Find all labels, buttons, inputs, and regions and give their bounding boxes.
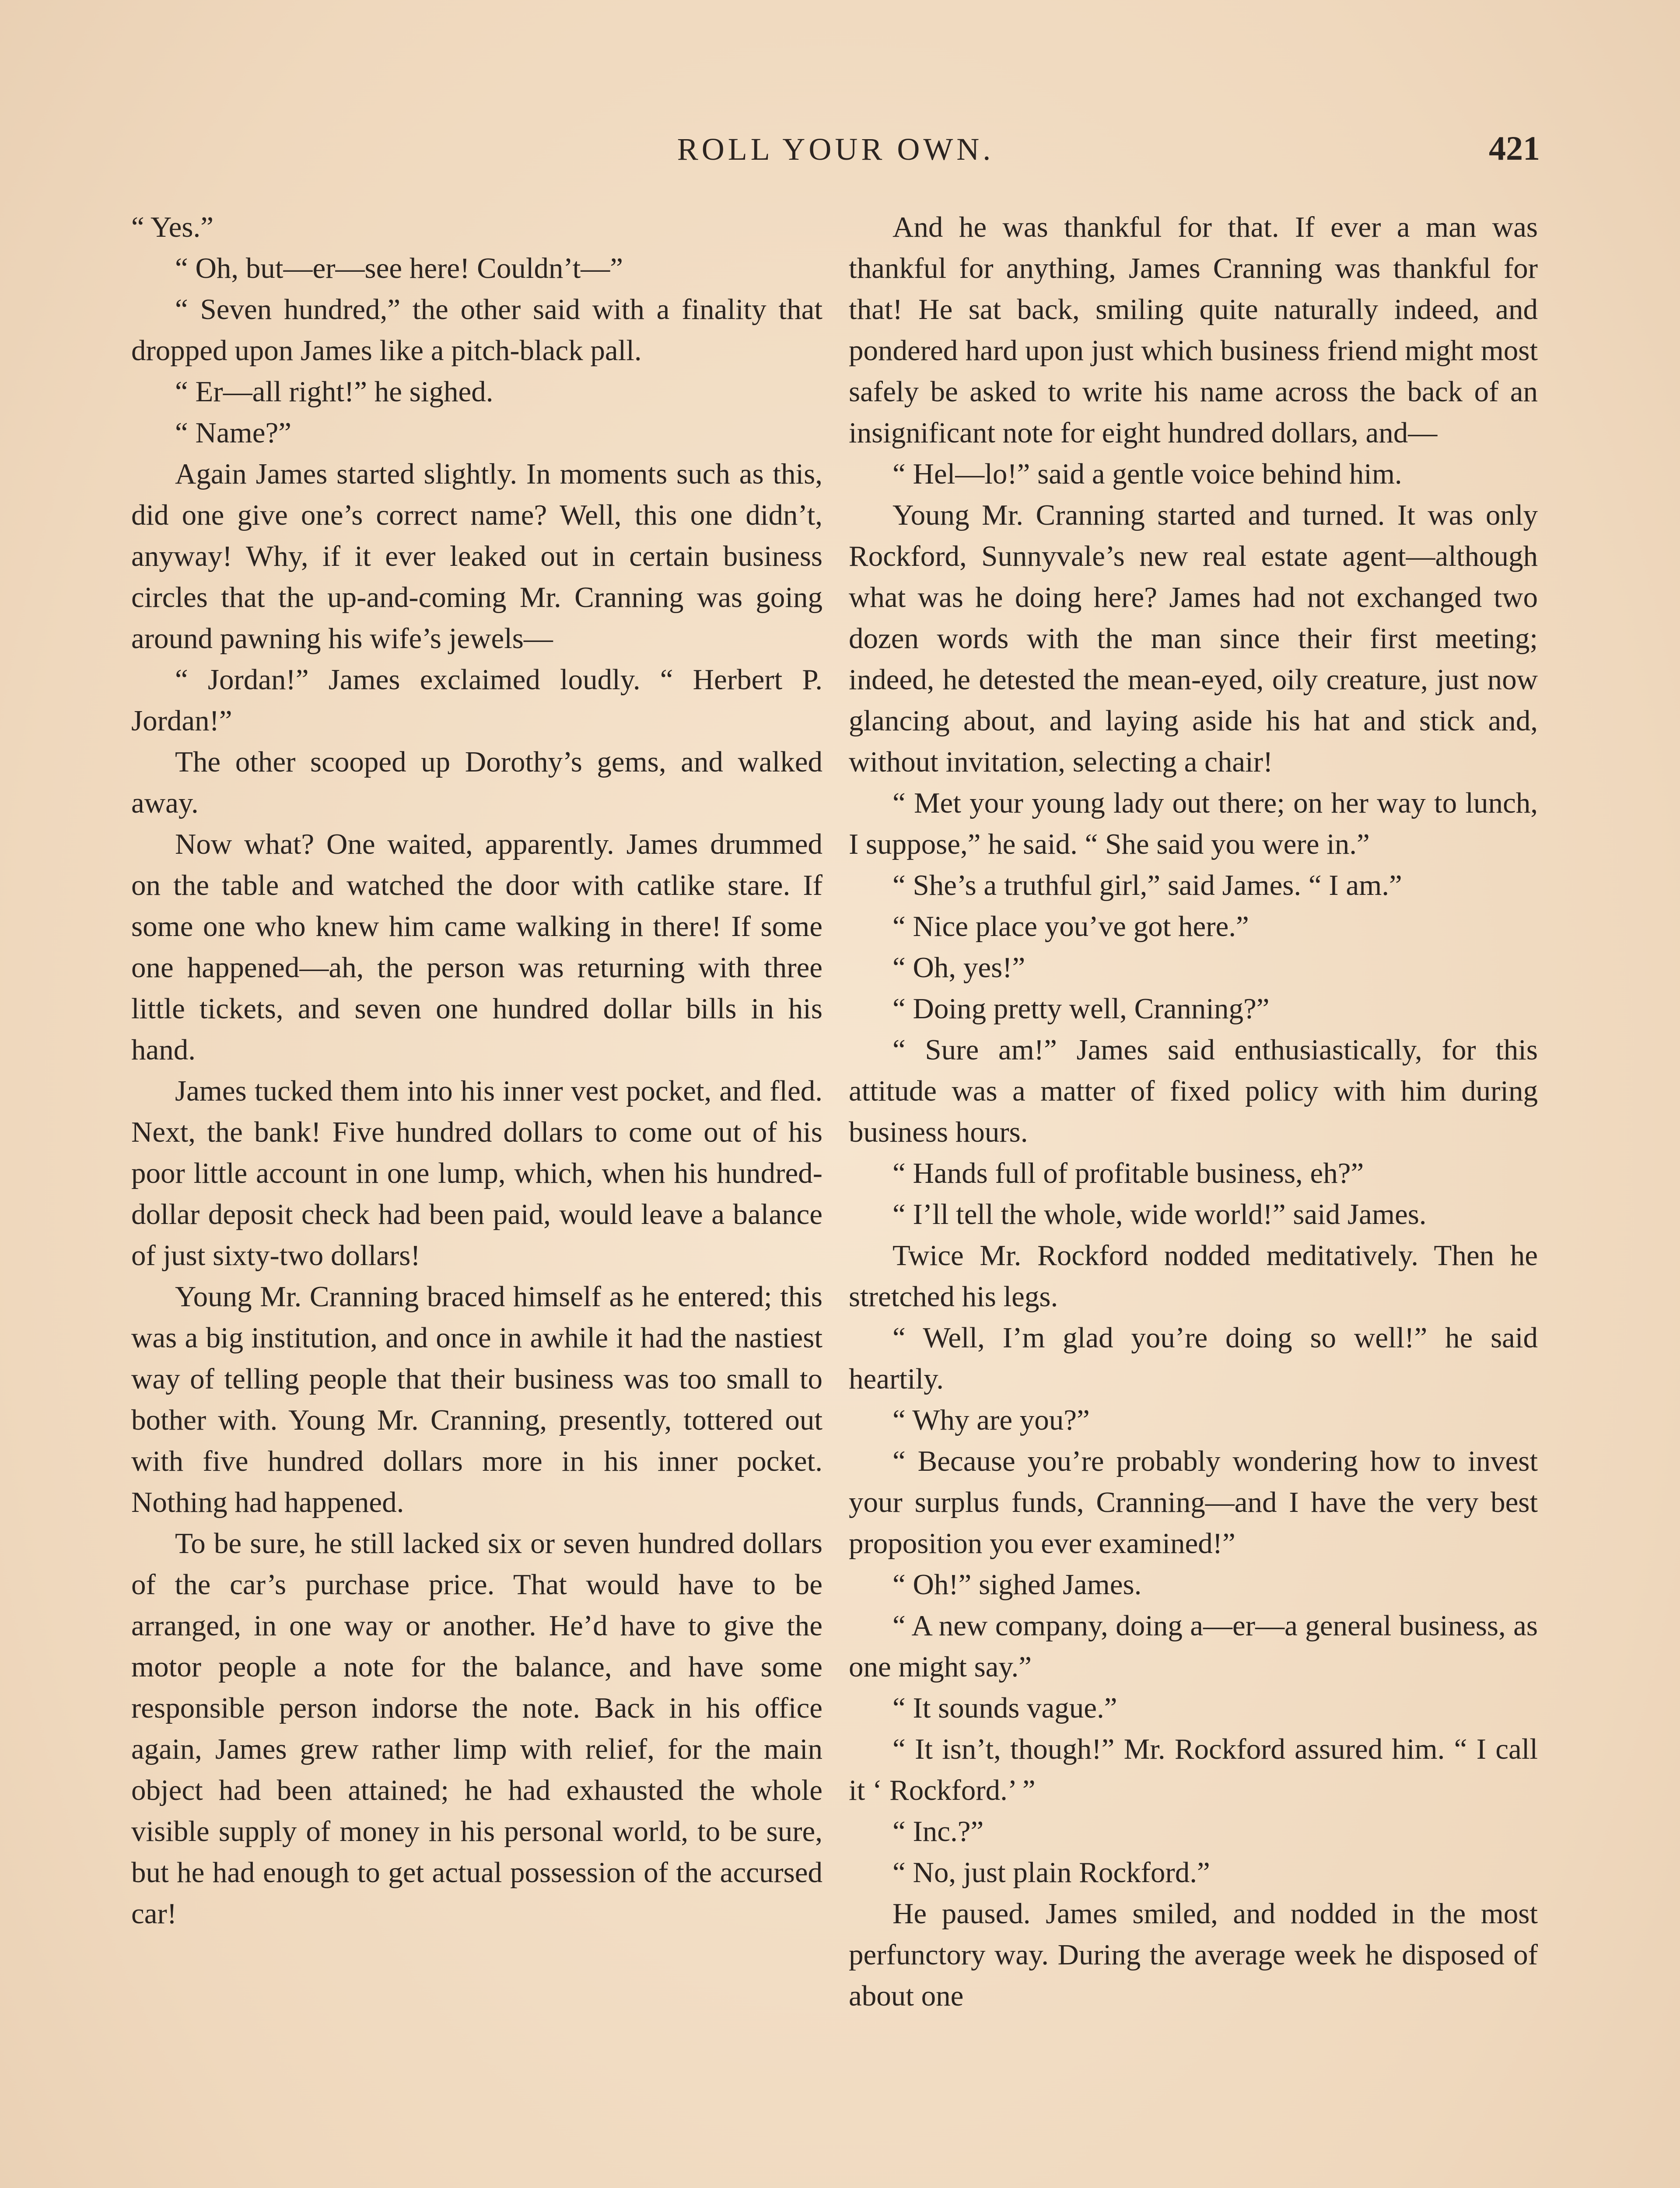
paragraph: Twice Mr. Rockford nodded meditatively. Then he stretched his legs. [849,1239,1538,1313]
page-number: 421 [1489,129,1540,167]
paragraph: “ Hel—lo!” said a gentle voice behind him. [892,458,1402,490]
left-column [131,207,822,1934]
paragraph: “ Name?” [175,417,291,449]
paragraph: And he was thankful for that. If ever a man was thankful for anything, James Cranning was thankful for that! He sat back, smiling quite naturally indeed, and pondered hard upon just which business friend might most safely be asked to write his name across the back of an insignificant note for eight hundred dollars, and— [849,211,1538,449]
paragraph: “ A new company, doing a—er—a general business, as one might say.” [849,1609,1538,1683]
paragraph: Young Mr. Cranning started and turned. It was only Rockford, Sunnyvale’s new real estate agent—although what was he doing here? James had not exchanged two dozen words with the man since their first meeting; indeed, he detested the mean-eyed, oily creature, just now glancing about, and laying aside his hat and stick and, without invitation, selecting a chair! [849,499,1538,778]
paragraph: “ Because you’re probably wondering how to invest your surplus funds, Cranning—and I have the very best proposition you ever examined!” [849,1445,1538,1560]
paragraph: James tucked them into his inner vest pocket, and fled. Next, the bank! Five hundred dollars to come out of his poor little account in one lump, which, when his hundred-dollar deposit check had been paid, would leave a balance of just sixty-two dollars! [131,1075,822,1272]
page-header [131,131,1540,179]
paragraph: Now what? One waited, apparently. James drummed on the table and watched the door with catlike stare. If some one who knew him came walking in there! If some one happened—ah, the person was returning with three little tickets, and seven one hundred dollar bills in his hand. [131,828,822,1066]
right-column [849,207,1538,2016]
paragraph: Young Mr. Cranning braced himself as he entered; this was a big institution, and once in awhile it had the nastiest way of telling people that their business was too small to bother with. Young Mr. Cranning, presently, tottered out with five hundred dollars more in his inner pocket. Nothing had happened. [131,1280,822,1518]
paragraph: “ Er—all right!” he sighed. [175,375,494,408]
paragraph: “ Sure am!” James said enthusiastically, for this attitude was a matter of fixed policy with him during business hours. [849,1034,1538,1148]
paragraph: “ Oh, yes!” [892,951,1026,984]
paragraph: “ Doing pretty well, Cranning?” [892,992,1270,1025]
paragraph: “ Seven hundred,” the other said with a finality that dropped upon James like a pitch-black pall. [131,293,822,367]
paragraph: “ Met your young lady out there; on her way to lunch, I suppose,” he said. “ She said you were in.” [849,787,1538,860]
paragraph: “ Hands full of profitable business, eh?” [892,1157,1364,1189]
paragraph: He paused. James smiled, and nodded in the most perfunctory way. During the average week he disposed of about one [849,1897,1538,2012]
running-head: ROLL YOUR OWN. [677,132,994,167]
paragraph: The other scooped up Dorothy’s gems, and walked away. [131,746,822,819]
paragraph: “ No, just plain Rockford.” [892,1856,1210,1889]
paragraph: “ It sounds vague.” [892,1692,1117,1724]
paragraph: “ Inc.?” [892,1815,984,1848]
paragraph: “ I’ll tell the whole, wide world!” said James. [892,1198,1427,1231]
paragraph: “ Nice place you’ve got here.” [892,910,1249,943]
paragraph: “ She’s a truthful girl,” said James. “ I am.” [892,869,1402,901]
paragraph: Again James started slightly. In moments such as this, did one give one’s correct name? Well, this one didn’t, anyway! Why, if it ever leaked out in certain business circles that the up-and-coming Mr. Cranning was going around pawning his wife’s jewels— [131,458,822,655]
paragraph: “ Oh!” sighed James. [892,1568,1142,1601]
paragraph: “ Why are you?” [892,1404,1090,1436]
paragraph: “ Yes.” [131,211,214,243]
paragraph: “ It isn’t, though!” Mr. Rockford assured him. “ I call it ‘ Rockford.’ ” [849,1733,1538,1806]
paragraph: To be sure, he still lacked six or seven hundred dollars of the car’s purchase price. That would have to be arranged, in one way or another. He’d have to give the motor people a note for the balance, and have some responsible person indorse the note. Back in his office again, James grew rather limp with relief, for the main object had been attained; he had exhausted the whole visible supply of money in his personal world, to be sure, but he had enough to get actual possession of the accursed car! [131,1527,822,1930]
paragraph: “ Oh, but—er—see here! Couldn’t—” [175,252,623,284]
paragraph: “ Jordan!” James exclaimed loudly. “ Herbert P. Jordan!” [131,663,822,737]
paragraph: “ Well, I’m glad you’re doing so well!” he said heartily. [849,1322,1538,1395]
